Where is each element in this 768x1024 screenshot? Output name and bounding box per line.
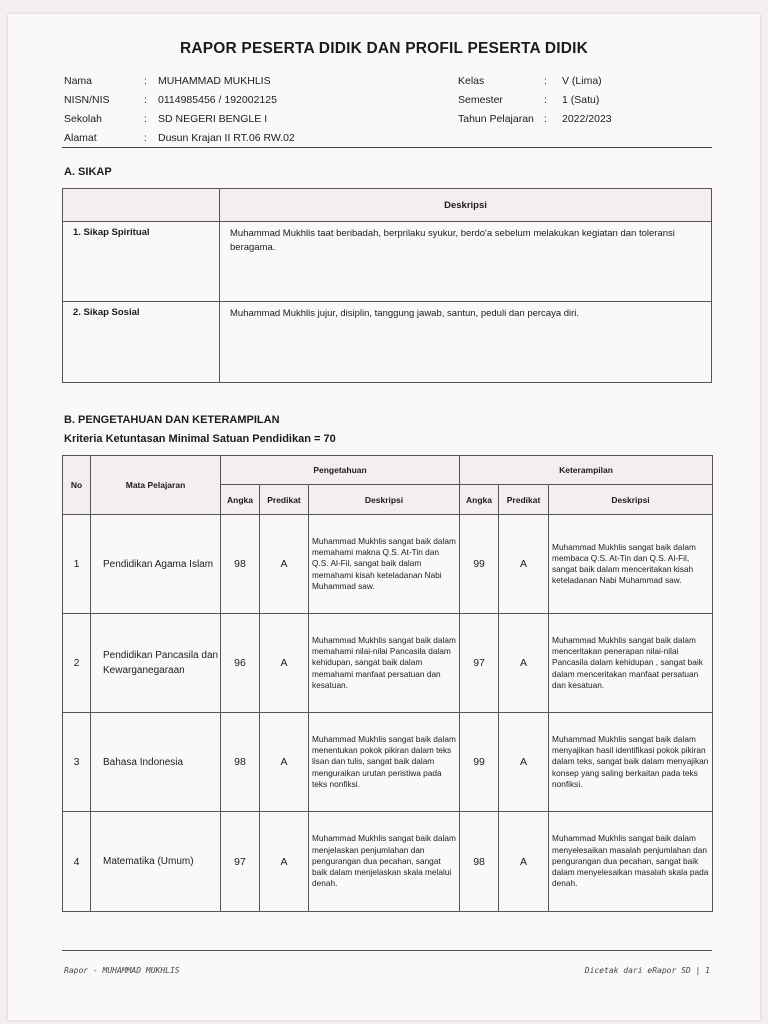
info-row-tahun: [458, 110, 612, 129]
sikap-table: [62, 188, 712, 383]
section-sikap-title: A. SIKAP: [64, 166, 112, 178]
row-number: 4: [63, 812, 91, 912]
info-separator: :: [544, 113, 547, 125]
table-row: [63, 614, 713, 713]
skill-score: 98: [460, 812, 499, 912]
info-separator: :: [144, 132, 147, 144]
header-k-deskripsi: Deskripsi: [549, 485, 713, 515]
info-row-sekolah: [64, 110, 295, 129]
kkm-label: Kriteria Ketuntasan Minimal Satuan Pendidikan = 70: [64, 433, 336, 445]
footer-right: Dicetak dari eRapor SD | 1: [584, 966, 710, 975]
info-label: NISN/NIS: [64, 94, 110, 106]
info-label: Tahun Pelajaran: [458, 113, 534, 125]
info-value: 2022/2023: [562, 113, 612, 125]
sikap-aspect: 2. Sikap Sosial: [63, 302, 220, 383]
knowledge-grade: A: [260, 614, 309, 713]
header-no: No: [63, 456, 91, 515]
row-number: 1: [63, 515, 91, 614]
knowledge-grade: A: [260, 812, 309, 912]
skill-description: Muhammad Mukhlis sangat baik dalam menceritakan penerapan nilai-nilai Pancasila dalam kehidupan , sangat baik dalam menceritakan manfaat persatuan dan kesatuan.: [549, 614, 713, 713]
header-mata-pelajaran: Mata Pelajaran: [91, 456, 221, 515]
subject-name: Pendidikan Agama Islam: [91, 515, 221, 614]
info-row-nisn: [64, 91, 295, 110]
subject-name: Bahasa Indonesia: [91, 713, 221, 812]
header-keterampilan: Keterampilan: [460, 456, 713, 485]
knowledge-score: 98: [221, 515, 260, 614]
table-row: [63, 713, 713, 812]
sikap-aspect: 1. Sikap Spiritual: [63, 222, 220, 302]
footer-divider: [62, 950, 712, 951]
grades-table: [62, 455, 713, 912]
knowledge-description: Muhammad Mukhlis sangat baik dalam memahami nilai-nilai Pancasila dalam kehidupan, sangat baik dalam memahami manfaat persatuan dan kesatuan.: [309, 614, 460, 713]
skill-grade: A: [499, 713, 549, 812]
info-row-kelas: [458, 72, 612, 91]
info-row-alamat: [64, 129, 295, 148]
header-k-predikat: Predikat: [499, 485, 549, 515]
sikap-row-sosial: [63, 302, 712, 383]
row-number: 2: [63, 614, 91, 713]
header-p-angka: Angka: [221, 485, 260, 515]
skill-score: 97: [460, 614, 499, 713]
page-title: RAPOR PESERTA DIDIK DAN PROFIL PESERTA DIDIK: [179, 40, 589, 57]
header-k-angka: Angka: [460, 485, 499, 515]
info-label: Nama: [64, 75, 93, 87]
header-p-predikat: Predikat: [260, 485, 309, 515]
row-number: 3: [63, 713, 91, 812]
knowledge-grade: A: [260, 515, 309, 614]
footer-left: Rapor - MUHAMMAD MUKHLIS: [64, 966, 180, 975]
info-separator: :: [144, 113, 147, 125]
subject-name: Matematika (Umum): [91, 812, 221, 912]
info-label: Alamat: [64, 132, 97, 144]
student-info-left: [64, 72, 295, 148]
sikap-description: Muhammad Mukhlis jujur, disiplin, tanggung jawab, santun, peduli dan percaya diri.: [220, 302, 712, 383]
knowledge-description: Muhammad Mukhlis sangat baik dalam menentukan pokok pikiran dalam teks lisan dan tulis, sangat baik dalam menguraikan urutan peristiwa pada teks nonfiksi.: [309, 713, 460, 812]
sikap-header-row: [63, 189, 712, 222]
info-value: V (Lima): [562, 75, 602, 87]
student-info-right: [458, 72, 612, 129]
sikap-header-blank: [63, 189, 220, 222]
skill-score: 99: [460, 713, 499, 812]
header-pengetahuan: Pengetahuan: [221, 456, 460, 485]
info-label: Sekolah: [64, 113, 102, 125]
info-value: 1 (Satu): [562, 94, 600, 106]
header-divider: [62, 147, 712, 148]
table-row: [63, 515, 713, 614]
knowledge-description: Muhammad Mukhlis sangat baik dalam memahami makna Q.S. At-Tin dan Q.S. Al-Fil, sangat baik dalam memahami kisah keteladanan Nabi Muhammad saw.: [309, 515, 460, 614]
info-separator: :: [544, 75, 547, 87]
info-separator: :: [144, 94, 147, 106]
sikap-header-deskripsi: Deskripsi: [220, 189, 712, 222]
header-p-deskripsi: Deskripsi: [309, 485, 460, 515]
info-separator: :: [144, 75, 147, 87]
info-label: Kelas: [458, 75, 485, 87]
skill-score: 99: [460, 515, 499, 614]
knowledge-grade: A: [260, 713, 309, 812]
sikap-row-spiritual: [63, 222, 712, 302]
sikap-description: Muhammad Mukhlis taat beribadah, berprilaku syukur, berdo'a sebelum melakukan kegiatan dan toleransi beragama.: [220, 222, 712, 302]
knowledge-score: 98: [221, 713, 260, 812]
skill-grade: A: [499, 812, 549, 912]
knowledge-score: 96: [221, 614, 260, 713]
info-value: MUHAMMAD MUKHLIS: [158, 75, 271, 87]
info-row-semester: [458, 91, 612, 110]
info-row-nama: [64, 72, 295, 91]
info-value: SD NEGERI BENGLE I: [158, 113, 268, 125]
skill-grade: A: [499, 614, 549, 713]
info-value: 0114985456 / 192002125: [158, 94, 277, 106]
skill-description: Muhammad Mukhlis sangat baik dalam membaca Q.S. At-Tin dan Q.S. Al-Fil, sangat baik dalam menceritakan kisah keteladanan Nabi Muhammad saw.: [549, 515, 713, 614]
section-nilai-title: B. PENGETAHUAN DAN KETERAMPILAN: [64, 414, 280, 426]
skill-description: Muhammad Mukhlis sangat baik dalam menyelesaikan masalah penjumlahan dan pengurangan dua pecahan, sangat baik dalam menyelesaikan masalah skala pada denah.: [549, 812, 713, 912]
table-row: [63, 812, 713, 912]
skill-grade: A: [499, 515, 549, 614]
subject-name: Pendidikan Pancasila dan Kewarganegaraan: [91, 614, 221, 713]
grades-header-row-1: [63, 456, 713, 485]
knowledge-score: 97: [221, 812, 260, 912]
knowledge-description: Muhammad Mukhlis sangat baik dalam menjelaskan penjumlahan dan pengurangan dua pecahan, sangat baik dalam menjelaskan skala melalui denah.: [309, 812, 460, 912]
info-value: Dusun Krajan II RT.06 RW.02: [158, 132, 295, 144]
skill-description: Muhammad Mukhlis sangat baik dalam menyajikan hasil identifikasi pokok pikiran dalam teks, sangat baik dalam menyajikan konsep yang saling berkaitan pada teks nonfiksi.: [549, 713, 713, 812]
info-separator: :: [544, 94, 547, 106]
info-label: Semester: [458, 94, 503, 106]
